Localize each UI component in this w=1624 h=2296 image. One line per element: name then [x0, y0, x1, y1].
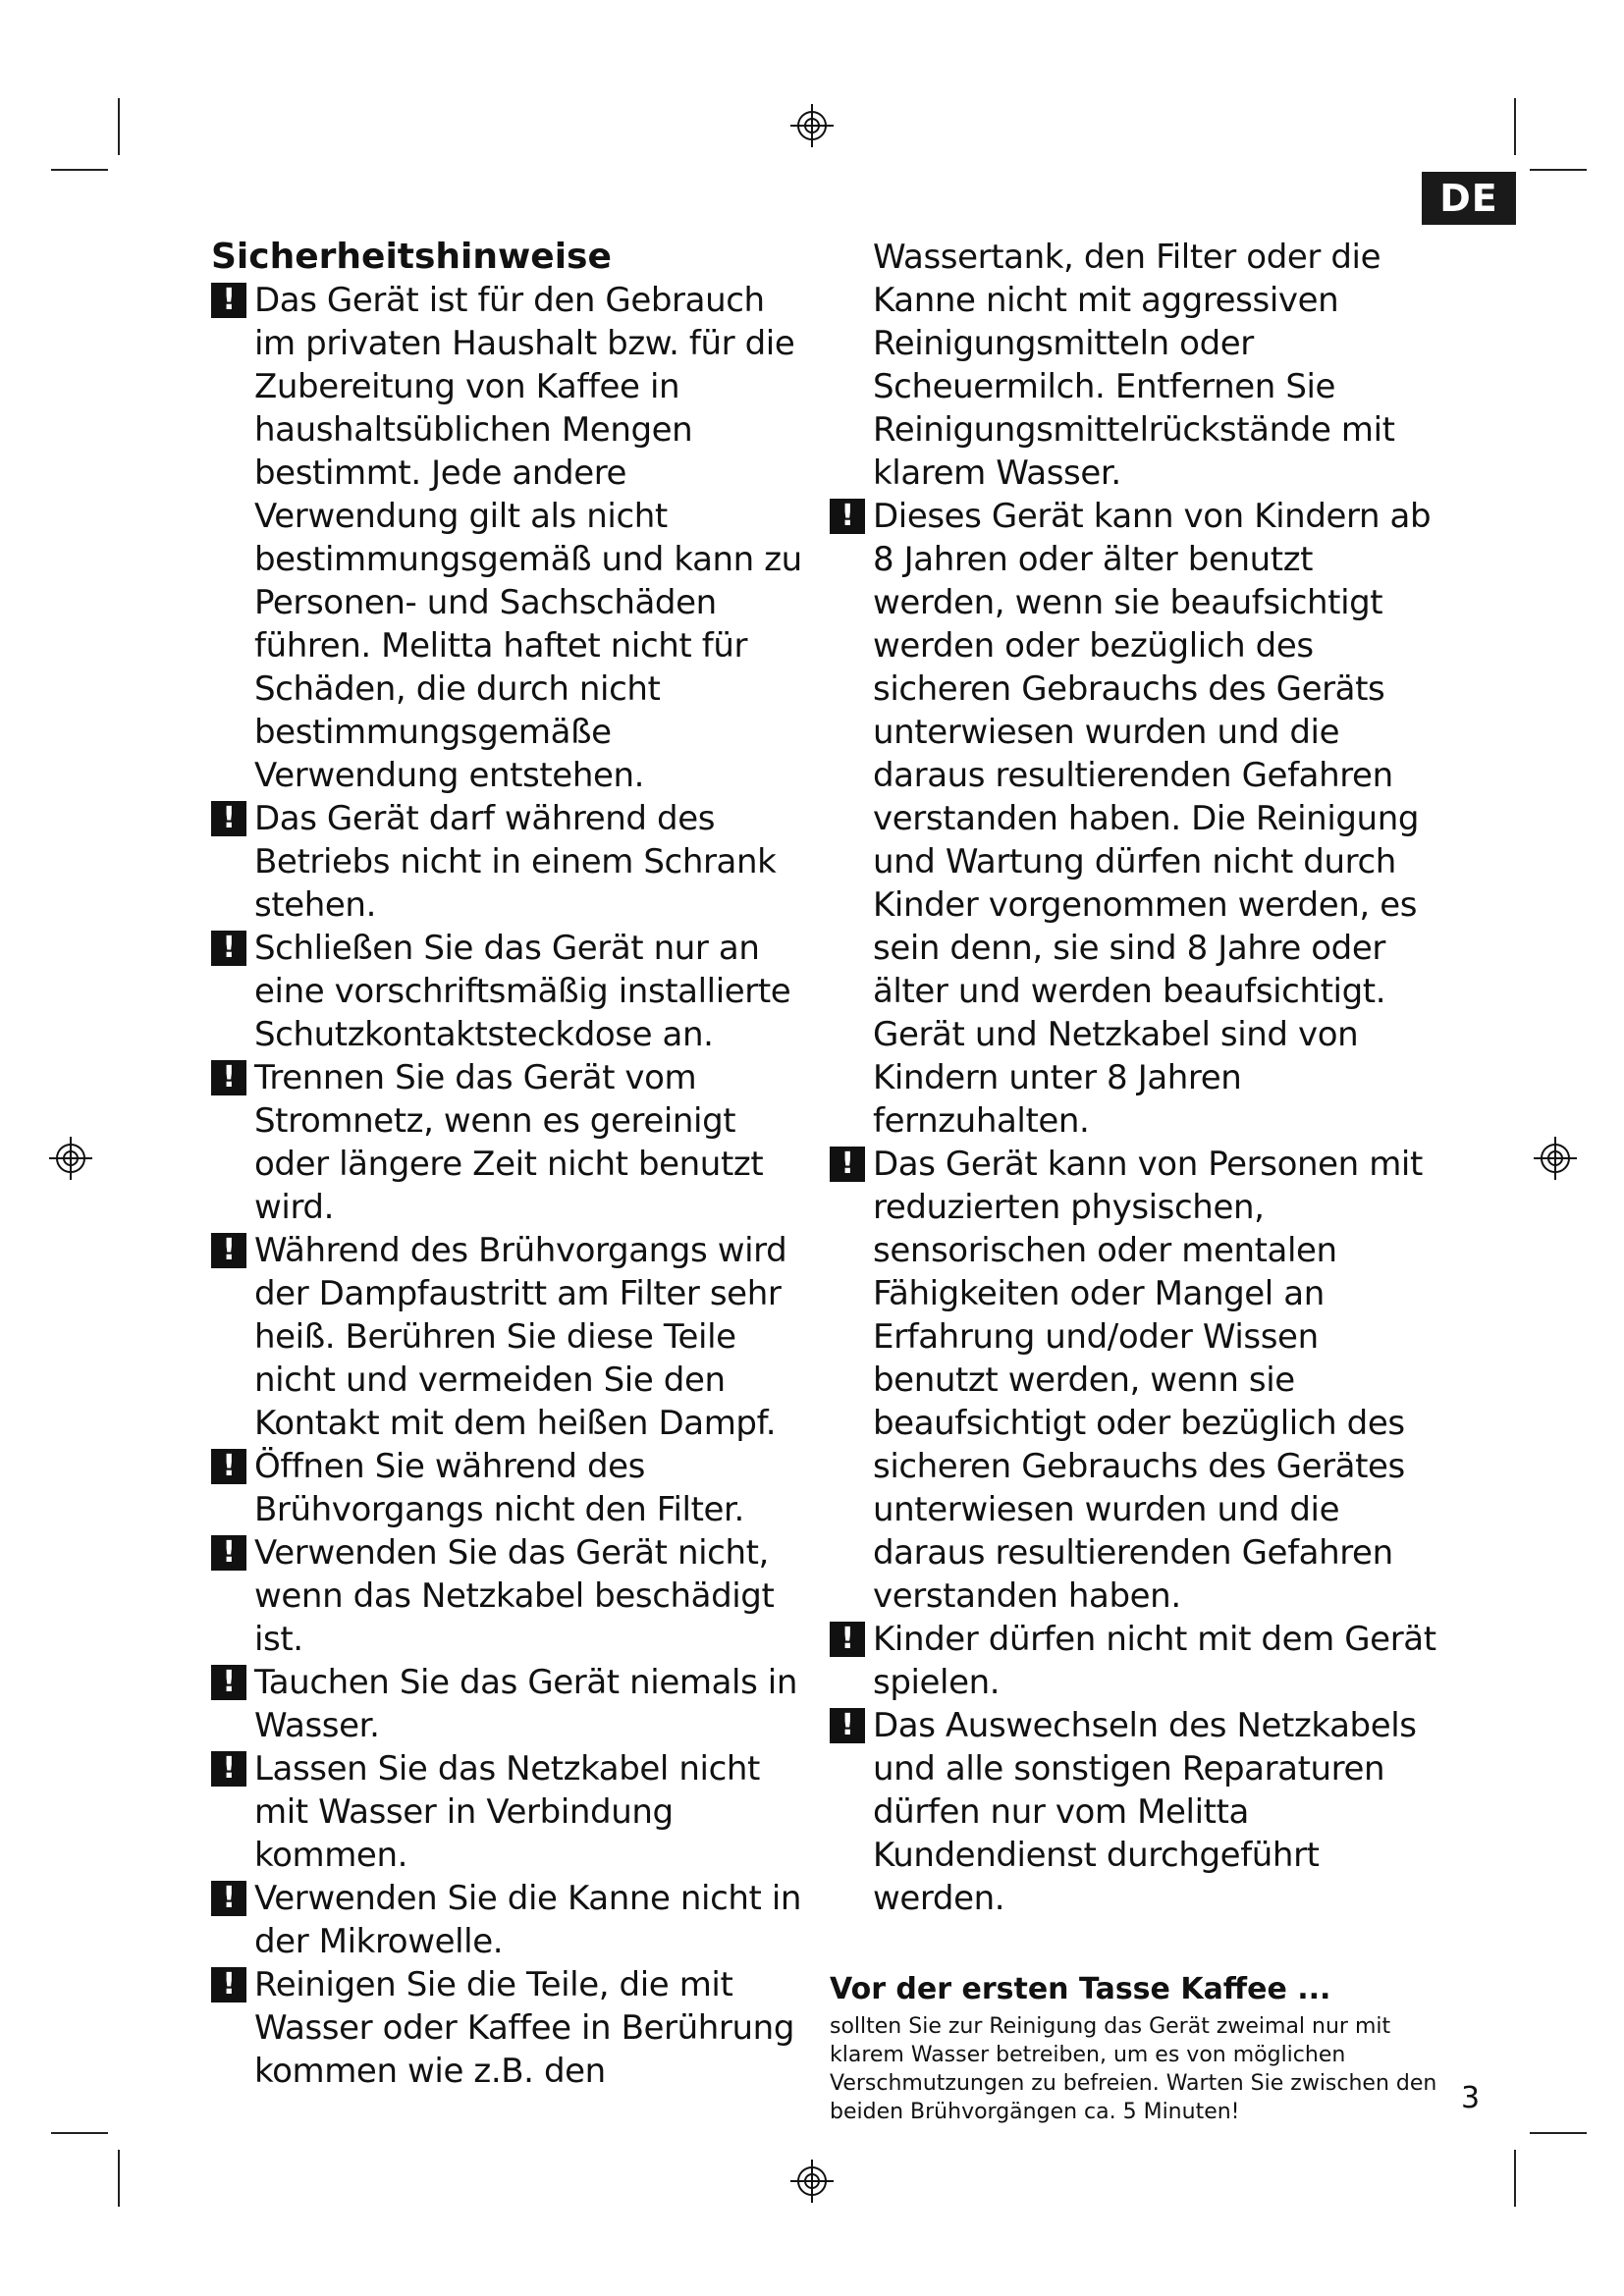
list-item — [211, 1531, 815, 1661]
list-item-text: Reinigen Sie die Teile, die mit Wasser oder Kaffee in Berührung kommen wie z.B. den — [254, 1965, 794, 2091]
list-item — [211, 1877, 815, 1963]
list-item — [211, 1661, 815, 1747]
warning-icon: ! — [211, 283, 246, 318]
crop-mark — [1514, 2150, 1516, 2207]
registration-mark-icon — [49, 1137, 92, 1180]
warning-icon: ! — [211, 1449, 246, 1484]
list-item — [830, 1618, 1438, 1704]
note-text: sollten Sie zur Reinigung das Gerät zweimal nur mit klarem Wasser betreiben, um es von möglichen Verschmutzungen zu befreien. Warten Sie zwischen den beiden Brühvorgängen ca. 5 Minuten! — [830, 2014, 1437, 2124]
registration-mark-icon — [790, 2160, 834, 2203]
list-item-text: Trennen Sie das Gerät vom Stromnetz, wenn es gereinigt oder längere Zeit nicht benutzt wird. — [254, 1058, 764, 1227]
sub-heading: Vor der ersten Tasse Kaffee ... — [830, 1972, 1331, 2006]
registration-mark-icon — [1534, 1137, 1577, 1180]
list-item — [211, 1229, 815, 1445]
crop-mark — [51, 169, 108, 171]
list-item — [830, 495, 1438, 1143]
list-item-text: Tauchen Sie das Gerät niemals in Wasser. — [254, 1663, 797, 1745]
list-item-text: Lassen Sie das Netzkabel nicht mit Wasser in Verbindung kommen. — [254, 1749, 760, 1875]
list-item-text: Verwenden Sie die Kanne nicht in der Mikrowelle. — [254, 1879, 802, 1961]
list-item-text: Das Auswechseln des Netzkabels und alle sonstigen Reparaturen dürfen nur vom Melitta Kundendienst durchgeführt werden. — [873, 1706, 1417, 1918]
list-item-text: Verwenden Sie das Gerät nicht, wenn das Netzkabel beschädigt ist. — [254, 1533, 775, 1659]
crop-mark — [1514, 98, 1516, 155]
right-column — [830, 236, 1438, 2126]
list-item-text: Das Gerät kann von Personen mit reduzierten physischen, sensorischen oder mentalen Fähigkeiten oder Mangel an Erfahrung und/oder Wissen benutzt werden, wenn sie beaufsichtigt oder bezüglich des sicheren Gebrauchs des Gerätes unterwiesen wurden und die daraus resultierenden Gefahren verstanden haben. — [873, 1145, 1423, 1616]
crop-mark — [118, 2150, 120, 2207]
list-item-text: Schließen Sie das Gerät nur an eine vorschriftsmäßig installierte Schutzkontaktsteckdose an. — [254, 929, 791, 1054]
warning-icon: ! — [211, 801, 246, 836]
crop-mark — [118, 98, 120, 155]
list-item — [211, 1747, 815, 1877]
registration-mark-icon — [790, 104, 834, 147]
warning-icon: ! — [211, 1060, 246, 1095]
warning-icon: ! — [830, 1622, 865, 1657]
warning-icon: ! — [830, 1708, 865, 1743]
warning-icon: ! — [211, 1967, 246, 2002]
page-number: 3 — [1461, 2081, 1481, 2115]
warning-icon: ! — [211, 1233, 246, 1268]
list-item-text: Dieses Gerät kann von Kindern ab 8 Jahren oder älter benutzt werden, wenn sie beaufsichtigt werden oder bezüglich des sicheren Gebrauchs des Geräts unterwiesen wurden und die daraus resultierenden Gefahren verstanden haben. Die Reinigung und Wartung dürfen nicht durch Kinder vorgenommen werden, es sein denn, sie sind 8 Jahre oder älter und werden beaufsichtigt. Gerät und Netzkabel sind von Kindern unter 8 Jahren fernzuhalten. — [873, 497, 1432, 1141]
list-item — [211, 797, 815, 927]
crop-mark — [1530, 169, 1587, 171]
safety-list — [211, 279, 815, 2093]
warning-icon: ! — [211, 1751, 246, 1787]
list-item — [830, 1704, 1438, 1920]
list-item-text: Während des Brühvorgangs wird der Dampfaustritt am Filter sehr heiß. Berühren Sie diese Teile nicht und vermeiden Sie den Kontakt mit dem heißen Dampf. — [254, 1231, 787, 1443]
list-item-text: Kinder dürfen nicht mit dem Gerät spielen. — [873, 1620, 1436, 1702]
list-item-text: Das Gerät darf während des Betriebs nicht in einem Schrank stehen. — [254, 799, 777, 925]
list-item — [211, 1056, 815, 1229]
list-item-text: Das Gerät ist für den Gebrauch im privaten Haushalt bzw. für die Zubereitung von Kaffee in haushaltsüblichen Mengen bestimmt. Jede andere Verwendung gilt als nicht bestimmungsgemäß und kann zu Personen- und Sachschäden führen. Melitta haftet nicht für Schäden, die durch nicht bestimmungsgemäße Verwendung entstehen. — [254, 281, 802, 795]
list-item — [830, 1143, 1438, 1618]
warning-icon: ! — [830, 499, 865, 534]
list-item-text: Öffnen Sie während des Brühvorgangs nicht den Filter. — [254, 1447, 744, 1529]
list-item-continuation: Wassertank, den Filter oder die Kanne nicht mit aggressiven Reinigungsmitteln oder Scheuermilch. Entfernen Sie Reinigungsmittelrückstände mit klarem Wasser. — [873, 238, 1395, 493]
warning-icon: ! — [211, 1665, 246, 1700]
crop-mark — [1530, 2132, 1587, 2134]
left-column — [211, 236, 815, 2093]
warning-icon: ! — [211, 931, 246, 966]
list-item — [211, 1445, 815, 1531]
list-item — [211, 927, 815, 1056]
section-heading: Sicherheitshinweise — [211, 237, 612, 277]
safety-list-continued — [830, 495, 1438, 1920]
list-item — [211, 1963, 815, 2093]
warning-icon: ! — [211, 1881, 246, 1916]
warning-icon: ! — [830, 1147, 865, 1182]
language-badge: DE — [1422, 172, 1516, 225]
warning-icon: ! — [211, 1535, 246, 1571]
crop-mark — [51, 2132, 108, 2134]
list-item — [211, 279, 815, 797]
